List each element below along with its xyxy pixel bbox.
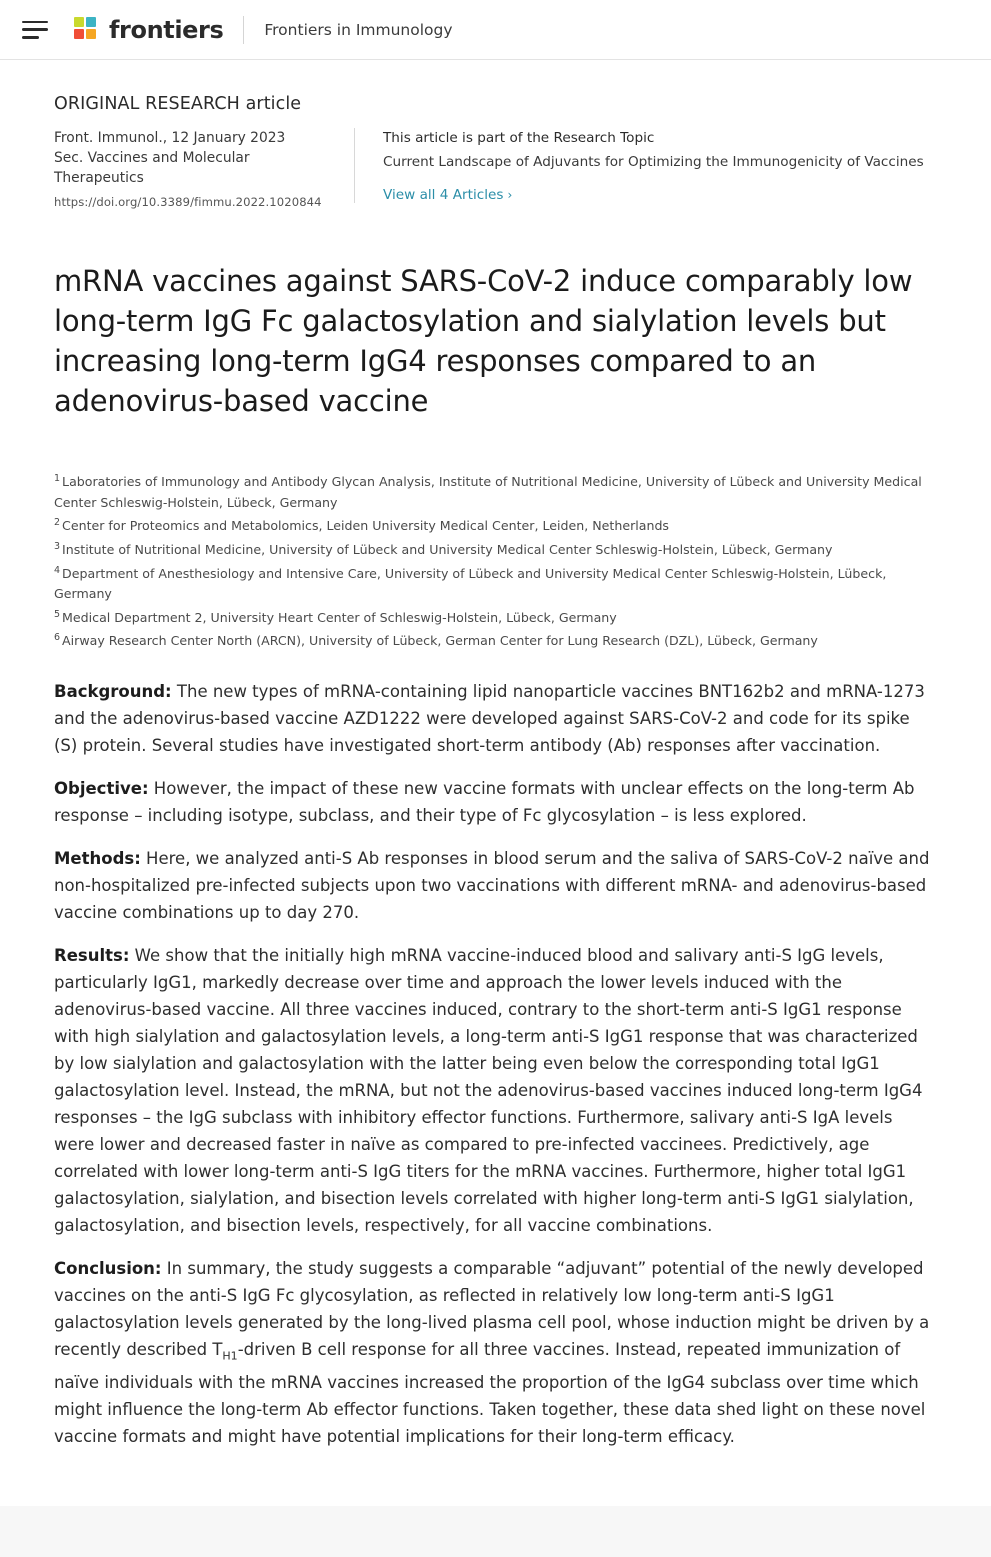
abstract-objective-text: However, the impact of these new vaccine formats with unclear effects on the long-term Ab response – including isotype, subclass, and their type of Fc glycosylation – is less explored.: [54, 779, 915, 826]
article-type-label: ORIGINAL RESEARCH article: [54, 94, 302, 114]
citation-line-2: Sec. Vaccines and Molecular: [54, 150, 250, 166]
abstract-conclusion-text-part2: -driven B cell response for all three vaccines. Instead, repeated immunization of naïve individuals with the mRNA vaccines increased the proportion of the IgG4 subclass over time which might influence the long-term Ab effector functions. Taken together, these data shed light on these novel vaccine formats and might have potential implications for their long-term efficacy.: [54, 1340, 926, 1447]
affiliations-list: [54, 469, 937, 652]
hamburger-line: [22, 21, 48, 24]
abstract-results-label: Results:: [54, 946, 130, 966]
research-topic-label: This article is part of the Research Topic: [383, 130, 655, 146]
abstract-background: [54, 678, 937, 759]
affiliation-item: [54, 561, 937, 605]
abstract-conclusion-subscript: H1: [222, 1349, 238, 1363]
affiliation-text: Airway Research Center North (ARCN), University of Lübeck, German Center for Lung Research (DZL), Lübeck, Germany: [62, 633, 818, 649]
affiliation-number: 2: [54, 517, 61, 529]
abstract-conclusion-text-part1: In summary, the study suggests a comparable “adjuvant” potential of the newly developed vaccines on the anti-S IgG Fc glycosylation, as reflected in relatively low long-term anti-S IgG1 galactosylation levels generated by the long-lived plasma cell pool, whose induction might be driven by a recently described T: [54, 1259, 930, 1360]
view-all-articles-link[interactable]: [383, 187, 512, 203]
hamburger-line: [22, 28, 48, 31]
affiliation-text: Center for Proteomics and Metabolomics, Leiden University Medical Center, Leiden, Netherlands: [62, 518, 669, 534]
affiliation-item: [54, 469, 937, 513]
view-all-articles-label: View all 4 Articles: [383, 187, 504, 203]
site-header: [0, 0, 991, 60]
affiliation-text: Department of Anesthesiology and Intensive Care, University of Lübeck and University Medical Center Schleswig-Holstein, Lübeck, Germany: [54, 565, 887, 602]
abstract-background-label: Background:: [54, 682, 172, 702]
article-meta-row: [54, 128, 937, 209]
hamburger-line: [22, 36, 39, 39]
affiliation-item: [54, 537, 937, 561]
citation-line-1: Front. Immunol., 12 January 2023: [54, 130, 286, 146]
affiliation-number: 1: [54, 473, 61, 484]
affiliation-text: Medical Department 2, University Heart Center of Schleswig-Holstein, Lübeck, Germany: [62, 609, 617, 625]
affiliation-item: [54, 628, 937, 652]
citation-block: [54, 128, 354, 209]
chevron-right-icon: ›: [507, 188, 513, 202]
research-topic-block: [354, 128, 937, 203]
abstract-results-text: We show that the initially high mRNA vaccine-induced blood and salivary anti-S IgG levels, particularly IgG1, markedly decrease over time and approach the lower levels induced with the adenovirus-based vaccine. All three vaccines induced, contrary to the short-term anti-S IgG1 response with high sialylation and galactosylation levels, a long-term anti-S IgG1 response that was characterized by low sialylation and galactosylation with the latter being even below the corresponding total IgG1 galactosylation level. Instead, the mRNA, but not the adenovirus-based vaccines induced long-term IgG4 responses – the IgG subclass with inhibitory effector functions. Furthermore, salivary anti-S IgA levels were lower and decreased faster in naïve as compared to pre-infected vaccinees. Predictively, age correlated with lower long-term anti-S IgG titers for the mRNA vaccines. Furthermore, higher total IgG1 galactosylation, sialylation, and bisection levels correlated with higher long-term anti-S IgG1 sialylation, galactosylation, and bisection levels, respectively, for all vaccine combinations.: [54, 946, 923, 1236]
affiliation-number: 6: [54, 632, 61, 644]
abstract-results: [54, 942, 937, 1239]
affiliation-number: 5: [54, 608, 61, 620]
affiliation-number: 3: [54, 540, 61, 552]
hamburger-menu-icon[interactable]: [22, 21, 48, 39]
abstract-conclusion-label: Conclusion:: [54, 1259, 162, 1279]
page-title: mRNA vaccines against SARS-CoV-2 induce comparably low long-term IgG Fc galactosylation and sialylation levels but increasing long-term IgG4 responses compared to an adenovirus-based vaccine: [54, 264, 913, 418]
citation-line-3: Therapeutics: [54, 170, 144, 186]
header-divider: [243, 16, 244, 44]
abstract-methods-text: Here, we analyzed anti-S Ab responses in blood serum and the saliva of SARS-CoV-2 naïve and non-hospitalized pre-infected subjects upon two vaccinations with different mRNA- and adenovirus-based vaccine combinations up to day 270.: [54, 849, 930, 923]
affiliation-item: [54, 605, 937, 629]
abstract-conclusion: [54, 1255, 937, 1450]
journal-name[interactable]: Frontiers in Immunology: [264, 20, 453, 39]
abstract-objective: [54, 775, 937, 829]
affiliation-item: [54, 513, 937, 537]
affiliation-text: Laboratories of Immunology and Antibody Glycan Analysis, Institute of Nutritional Medicine, University of Lübeck and University Medical Center Schleswig-Holstein, Lübeck, Germany: [54, 474, 922, 510]
affiliation-number: 4: [54, 564, 61, 576]
abstract-methods-label: Methods:: [54, 849, 141, 869]
abstract-methods: [54, 845, 937, 926]
abstract-section: [54, 678, 937, 1450]
abstract-background-text: The new types of mRNA-containing lipid nanoparticle vaccines BNT162b2 and mRNA-1273 and the adenovirus-based vaccine AZD1222 were developed against SARS-CoV-2 and code for its spike (S) protein. Several studies have investigated short-term antibody (Ab) responses after vaccination.: [54, 682, 925, 756]
article-sheet: [0, 60, 991, 1506]
doi-link[interactable]: https://doi.org/10.3389/fimmu.2022.1020844: [54, 195, 322, 209]
frontiers-logo-text: frontiers: [109, 15, 224, 44]
page-canvas: [0, 60, 991, 1557]
frontiers-mark-icon: [74, 17, 100, 43]
abstract-objective-label: Objective:: [54, 779, 149, 799]
research-topic-title[interactable]: Current Landscape of Adjuvants for Optimizing the Immunogenicity of Vaccines: [383, 154, 924, 170]
affiliation-text: Institute of Nutritional Medicine, University of Lübeck and University Medical Center Schleswig-Holstein, Lübeck, Germany: [62, 542, 833, 558]
frontiers-logo[interactable]: [74, 16, 223, 44]
